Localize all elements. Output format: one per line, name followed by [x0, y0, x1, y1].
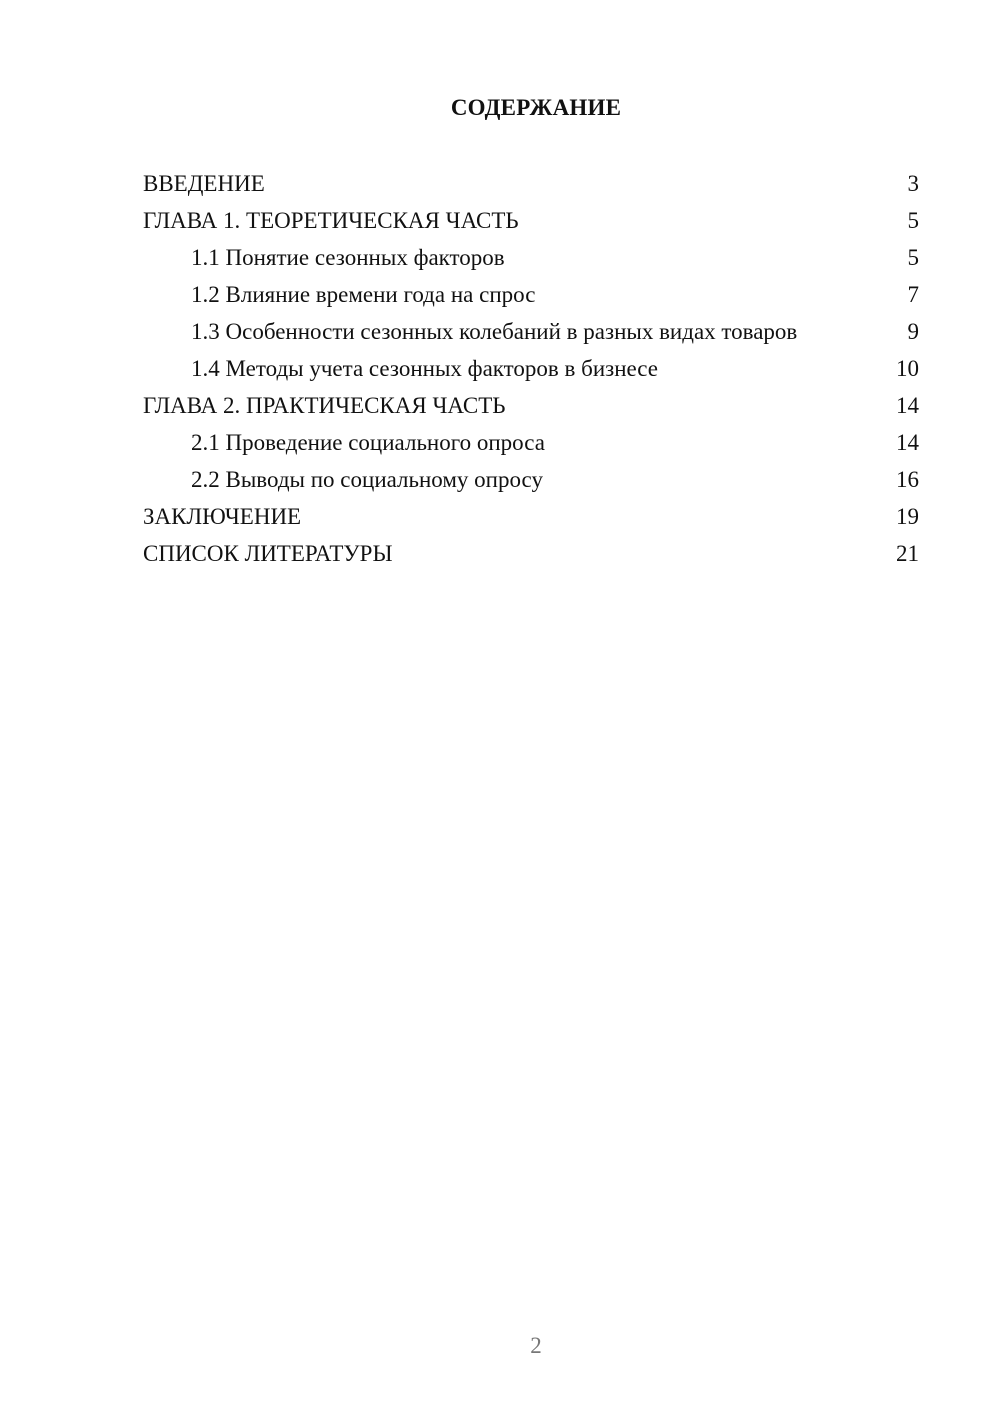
- toc-entry-section-2-2: [143, 466, 919, 493]
- toc-entry-chapter-2: [143, 392, 919, 419]
- page-number: 2: [530, 1333, 542, 1358]
- toc-entry-page: 19: [896, 504, 919, 529]
- toc-entry-text: 1.3 Особенности сезонных колебаний в разных видах товаров: [191, 319, 798, 344]
- toc-entry-page: 16: [896, 467, 919, 492]
- toc-entry-page: 5: [907, 245, 919, 270]
- toc-entry-page: 21: [896, 541, 919, 566]
- toc-entry-text: ЗАКЛЮЧЕНИЕ: [143, 504, 302, 529]
- toc-entry-text: 1.4 Методы учета сезонных факторов в бизнесе: [191, 356, 658, 381]
- toc-entry-text: СПИСОК ЛИТЕРАТУРЫ: [143, 541, 393, 566]
- toc-entry-text: 2.2 Выводы по социальному опросу: [191, 467, 543, 492]
- toc-entry-section-1-1: [143, 244, 919, 271]
- toc-entry-text: ВВЕДЕНИЕ: [143, 171, 265, 196]
- toc-entry-page: 5: [907, 208, 919, 233]
- toc-entry-chapter-1: [143, 207, 919, 234]
- toc-entry-page: 14: [896, 430, 919, 455]
- toc-entry-references: [143, 540, 919, 567]
- toc-entry-page: 10: [896, 356, 919, 381]
- toc-entry-page: 14: [896, 393, 919, 418]
- toc-entry-text: ГЛАВА 2. ПРАКТИЧЕСКАЯ ЧАСТЬ: [143, 393, 506, 418]
- toc-entry-conclusion: [143, 503, 919, 530]
- toc-entry-text: 1.1 Понятие сезонных факторов: [191, 245, 505, 270]
- table-of-contents: [143, 170, 919, 577]
- toc-entry-text: ГЛАВА 1. ТЕОРЕТИЧЕСКАЯ ЧАСТЬ: [143, 208, 519, 233]
- toc-title: СОДЕРЖАНИЕ: [450, 95, 622, 120]
- toc-entry-section-2-1: [143, 429, 919, 456]
- toc-entry-text: 2.1 Проведение социального опроса: [191, 430, 545, 455]
- toc-entry-page: 9: [907, 319, 919, 344]
- toc-entry-section-1-3: [143, 318, 919, 345]
- toc-entry-page: 7: [907, 282, 919, 307]
- toc-entry-page: 3: [907, 171, 919, 196]
- toc-entry-text: 1.2 Влияние времени года на спрос: [191, 282, 536, 307]
- toc-entry-section-1-2: [143, 281, 919, 308]
- toc-entry-section-1-4: [143, 355, 919, 382]
- toc-entry-introduction: [143, 170, 919, 197]
